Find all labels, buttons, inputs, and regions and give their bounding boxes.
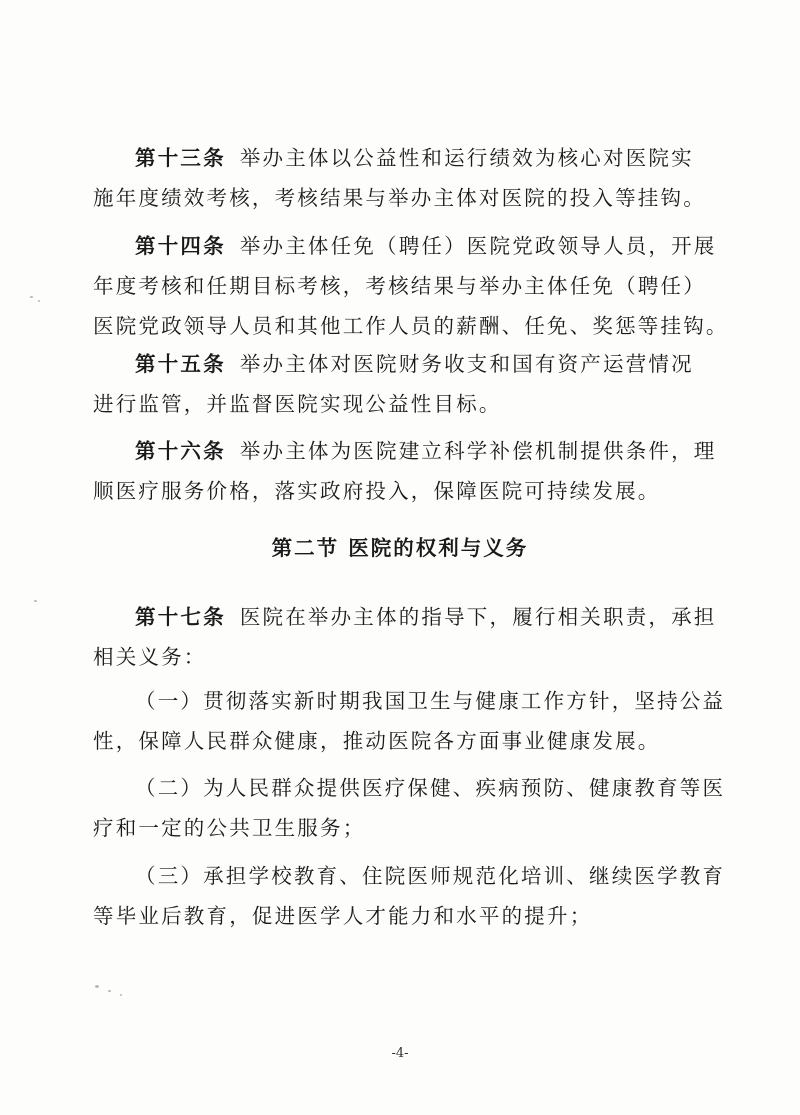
item-text: （三）承担学校教育、住院医师规范化培训、继续医学教育 xyxy=(135,864,726,888)
article-17 xyxy=(93,597,717,677)
page-number: -4- xyxy=(391,1046,409,1061)
article-label: 第十三条 xyxy=(135,146,226,170)
article-text: 举办主体任免（聘任）医院党政领导人员，开展 xyxy=(239,234,717,258)
article-label: 第十五条 xyxy=(135,352,226,376)
scan-speck xyxy=(38,300,40,302)
scan-speck xyxy=(34,600,37,602)
item-text: 疗和一定的公共卫生服务； xyxy=(93,816,366,840)
article-label: 第十六条 xyxy=(135,439,226,463)
article-text: 施年度绩效考核，考核结果与举办主体对医院的投入等挂钩。 xyxy=(93,186,706,210)
article-text: 顺医疗服务价格，落实政府投入，保障医院可持续发展。 xyxy=(93,479,661,503)
article-text: 举办主体以公益性和运行绩效为核心对医院实 xyxy=(239,146,694,170)
scan-speck xyxy=(95,985,99,988)
article-16 xyxy=(93,431,717,511)
scan-speck xyxy=(108,990,111,992)
section-title: 第二节 医院的权利与义务 xyxy=(271,536,529,560)
article-text: 年度考核和任期目标考核，考核结果与举办主体任免（聘任） xyxy=(93,274,706,298)
list-item xyxy=(93,856,726,936)
article-text: 举办主体对医院财务收支和国有资产运营情况 xyxy=(239,352,694,376)
article-label: 第十四条 xyxy=(135,234,226,258)
article-text: 相关义务： xyxy=(93,645,207,669)
article-text: 举办主体为医院建立科学补偿机制提供条件，理 xyxy=(239,439,717,463)
item-text: （一）贯彻落实新时期我国卫生与健康工作方针，坚持公益 xyxy=(135,689,726,713)
article-text: 医院党政领导人员和其他工作人员的薪酬、任免、奖惩等挂钩。 xyxy=(93,314,729,338)
list-item xyxy=(93,681,726,761)
item-text: （二）为人民群众提供医疗保健、疾病预防、健康教育等医 xyxy=(135,776,726,800)
article-13 xyxy=(93,138,706,218)
article-14 xyxy=(93,226,729,346)
article-15 xyxy=(93,344,703,424)
item-text: 性，保障人民群众健康，推动医院各方面事业健康发展。 xyxy=(93,729,661,753)
article-text: 进行监管，并监督医院实现公益性目标。 xyxy=(93,392,502,416)
scan-speck xyxy=(120,994,122,996)
article-label: 第十七条 xyxy=(135,605,226,629)
item-text: 等毕业后教育，促进医学人才能力和水平的提升； xyxy=(93,904,593,928)
scan-speck xyxy=(30,296,33,298)
article-text: 医院在举办主体的指导下，履行相关职责，承担 xyxy=(239,605,717,629)
list-item xyxy=(93,768,726,848)
